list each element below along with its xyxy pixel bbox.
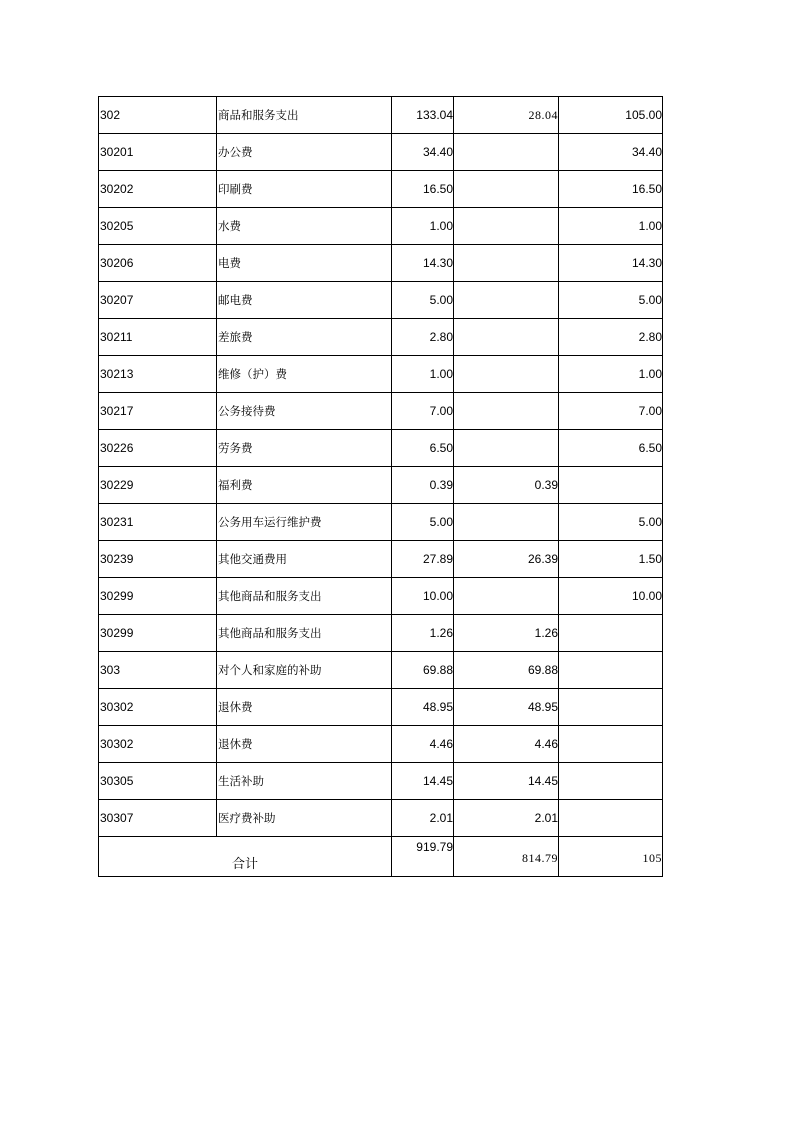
total-project-amount: 105 [559, 837, 663, 877]
row-item-name: 其他交通费用 [217, 541, 392, 578]
row-code: 30207 [99, 282, 217, 319]
row-total-amount: 34.40 [392, 134, 454, 171]
row-code: 30217 [99, 393, 217, 430]
row-project-amount: 2.80 [559, 319, 663, 356]
row-project-amount: 16.50 [559, 171, 663, 208]
table-row [99, 134, 663, 171]
row-project-amount: 1.00 [559, 208, 663, 245]
row-item-name: 水费 [217, 208, 392, 245]
row-total-amount: 16.50 [392, 171, 454, 208]
row-total-amount: 6.50 [392, 430, 454, 467]
row-code: 30302 [99, 689, 217, 726]
row-item-name: 退休费 [217, 726, 392, 763]
table-row [99, 689, 663, 726]
row-item-name: 邮电费 [217, 282, 392, 319]
budget-table [98, 96, 663, 877]
row-project-amount: 6.50 [559, 430, 663, 467]
row-basic-amount [454, 245, 559, 282]
row-code: 30205 [99, 208, 217, 245]
row-code: 302 [99, 97, 217, 134]
row-project-amount: 5.00 [559, 282, 663, 319]
row-code: 30239 [99, 541, 217, 578]
row-project-amount [559, 800, 663, 837]
row-basic-amount [454, 134, 559, 171]
total-label: 合计 [99, 837, 392, 877]
row-project-amount: 14.30 [559, 245, 663, 282]
row-total-amount: 5.00 [392, 504, 454, 541]
row-total-amount: 14.45 [392, 763, 454, 800]
table-row [99, 800, 663, 837]
row-basic-amount [454, 578, 559, 615]
total-amount: 919.79 [392, 837, 454, 877]
row-basic-amount [454, 171, 559, 208]
row-project-amount [559, 763, 663, 800]
row-project-amount: 10.00 [559, 578, 663, 615]
row-code: 30307 [99, 800, 217, 837]
table-row [99, 504, 663, 541]
row-item-name: 其他商品和服务支出 [217, 615, 392, 652]
row-project-amount: 1.00 [559, 356, 663, 393]
row-total-amount: 2.01 [392, 800, 454, 837]
row-code: 303 [99, 652, 217, 689]
row-project-amount [559, 652, 663, 689]
row-total-amount: 0.39 [392, 467, 454, 504]
row-total-amount: 69.88 [392, 652, 454, 689]
row-code: 30206 [99, 245, 217, 282]
row-project-amount [559, 689, 663, 726]
row-code: 30302 [99, 726, 217, 763]
row-code: 30299 [99, 615, 217, 652]
total-basic-amount: 814.79 [454, 837, 559, 877]
table-row [99, 578, 663, 615]
row-basic-amount: 69.88 [454, 652, 559, 689]
row-total-amount: 27.89 [392, 541, 454, 578]
table-row [99, 97, 663, 134]
table-row [99, 541, 663, 578]
table-row [99, 393, 663, 430]
table-row [99, 171, 663, 208]
row-basic-amount [454, 282, 559, 319]
row-code: 30213 [99, 356, 217, 393]
row-code: 30226 [99, 430, 217, 467]
row-code: 30201 [99, 134, 217, 171]
row-project-amount: 7.00 [559, 393, 663, 430]
table-row [99, 430, 663, 467]
table-row [99, 319, 663, 356]
total-row [99, 837, 663, 877]
row-project-amount: 1.50 [559, 541, 663, 578]
row-total-amount: 4.46 [392, 726, 454, 763]
row-total-amount: 1.00 [392, 356, 454, 393]
row-basic-amount: 48.95 [454, 689, 559, 726]
row-total-amount: 48.95 [392, 689, 454, 726]
row-item-name: 差旅费 [217, 319, 392, 356]
row-code: 30305 [99, 763, 217, 800]
table-row [99, 763, 663, 800]
row-basic-amount [454, 504, 559, 541]
row-basic-amount: 28.04 [454, 97, 559, 134]
row-basic-amount: 4.46 [454, 726, 559, 763]
row-total-amount: 5.00 [392, 282, 454, 319]
table-row [99, 356, 663, 393]
row-total-amount: 1.26 [392, 615, 454, 652]
row-basic-amount: 0.39 [454, 467, 559, 504]
table-row [99, 282, 663, 319]
row-item-name: 公务接待费 [217, 393, 392, 430]
row-project-amount: 5.00 [559, 504, 663, 541]
row-item-name: 福利费 [217, 467, 392, 504]
row-item-name: 电费 [217, 245, 392, 282]
row-item-name: 生活补助 [217, 763, 392, 800]
row-project-amount: 105.00 [559, 97, 663, 134]
row-item-name: 医疗费补助 [217, 800, 392, 837]
row-project-amount [559, 615, 663, 652]
row-project-amount [559, 467, 663, 504]
table-row [99, 208, 663, 245]
row-item-name: 办公费 [217, 134, 392, 171]
row-basic-amount [454, 319, 559, 356]
table-row [99, 615, 663, 652]
row-code: 30202 [99, 171, 217, 208]
row-total-amount: 14.30 [392, 245, 454, 282]
row-item-name: 商品和服务支出 [217, 97, 392, 134]
row-total-amount: 2.80 [392, 319, 454, 356]
row-code: 30299 [99, 578, 217, 615]
row-total-amount: 10.00 [392, 578, 454, 615]
table-row [99, 652, 663, 689]
row-basic-amount: 2.01 [454, 800, 559, 837]
row-item-name: 退休费 [217, 689, 392, 726]
row-basic-amount [454, 208, 559, 245]
row-basic-amount: 14.45 [454, 763, 559, 800]
row-item-name: 印刷费 [217, 171, 392, 208]
row-item-name: 公务用车运行维护费 [217, 504, 392, 541]
row-total-amount: 7.00 [392, 393, 454, 430]
row-project-amount: 34.40 [559, 134, 663, 171]
row-item-name: 维修（护）费 [217, 356, 392, 393]
table-row [99, 245, 663, 282]
row-code: 30211 [99, 319, 217, 356]
table-row [99, 726, 663, 763]
table-row [99, 467, 663, 504]
row-basic-amount [454, 393, 559, 430]
row-item-name: 对个人和家庭的补助 [217, 652, 392, 689]
row-total-amount: 1.00 [392, 208, 454, 245]
row-basic-amount: 1.26 [454, 615, 559, 652]
row-total-amount: 133.04 [392, 97, 454, 134]
row-code: 30231 [99, 504, 217, 541]
row-basic-amount [454, 356, 559, 393]
row-code: 30229 [99, 467, 217, 504]
row-item-name: 其他商品和服务支出 [217, 578, 392, 615]
row-item-name: 劳务费 [217, 430, 392, 467]
row-basic-amount [454, 430, 559, 467]
table-body [99, 97, 663, 877]
row-basic-amount: 26.39 [454, 541, 559, 578]
row-project-amount [559, 726, 663, 763]
